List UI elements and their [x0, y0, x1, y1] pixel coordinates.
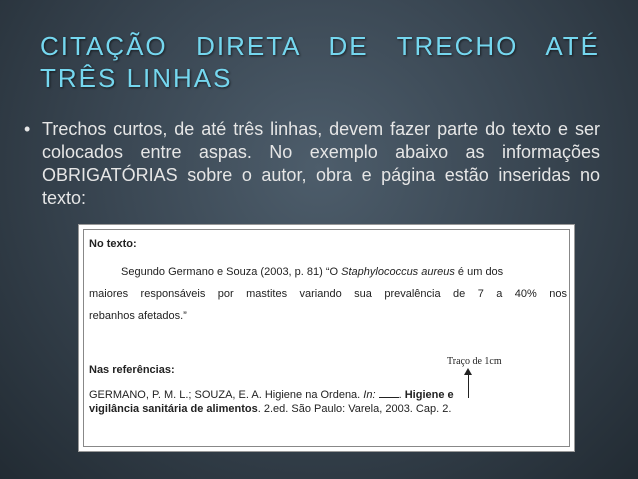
quote-line-2: maiores responsáveis por mastites variando sua prevalência de 7 a 40% nos: [89, 288, 567, 300]
bullet-item: [24, 118, 600, 210]
ref-in: In:: [363, 389, 376, 401]
reference-line-1: [89, 387, 569, 402]
ref-start: GERMANO, P. M. L.; SOUZA, E. A. Higiene na Ordena.: [89, 389, 364, 401]
reference-line-2: [89, 402, 451, 416]
ref-blank-line: [379, 387, 399, 398]
quote-line-1: [121, 265, 567, 279]
bullet-text: Trechos curtos, de até três linhas, devem fazer parte do texto e ser colocados entre aspas. No exemplo abaixo as informações OBRIGATÓRIAS sobre o autor, obra e página estão inseridas no texto:: [42, 119, 600, 208]
quote-italic: Staphylococcus aureus: [341, 266, 455, 278]
ref-bold-line2: vigilância sanitária de alimentos: [89, 403, 258, 415]
example-figure: [78, 224, 575, 452]
label-referencias: Nas referências:: [89, 364, 175, 376]
quote-line-3: rebanhos afetados.”: [89, 310, 187, 322]
slide-title: CITAÇÃO DIRETA DE TRECHO ATÉ TRÊS LINHAS: [40, 31, 600, 93]
ref-blank-after: .: [398, 389, 405, 401]
quote-after: é um dos: [454, 266, 504, 278]
ref-bold-start: Higiene e: [404, 389, 454, 401]
trace-label: Traço de 1cm: [447, 356, 502, 367]
ref-line2-rest: . 2.ed. São Paulo: Varela, 2003. Cap. 2.: [257, 403, 452, 415]
quote-intro: Segundo Germano e Souza (2003, p. 81) “O: [121, 266, 342, 278]
bullet-marker: •: [24, 119, 31, 139]
label-no-texto: No texto:: [89, 238, 137, 250]
